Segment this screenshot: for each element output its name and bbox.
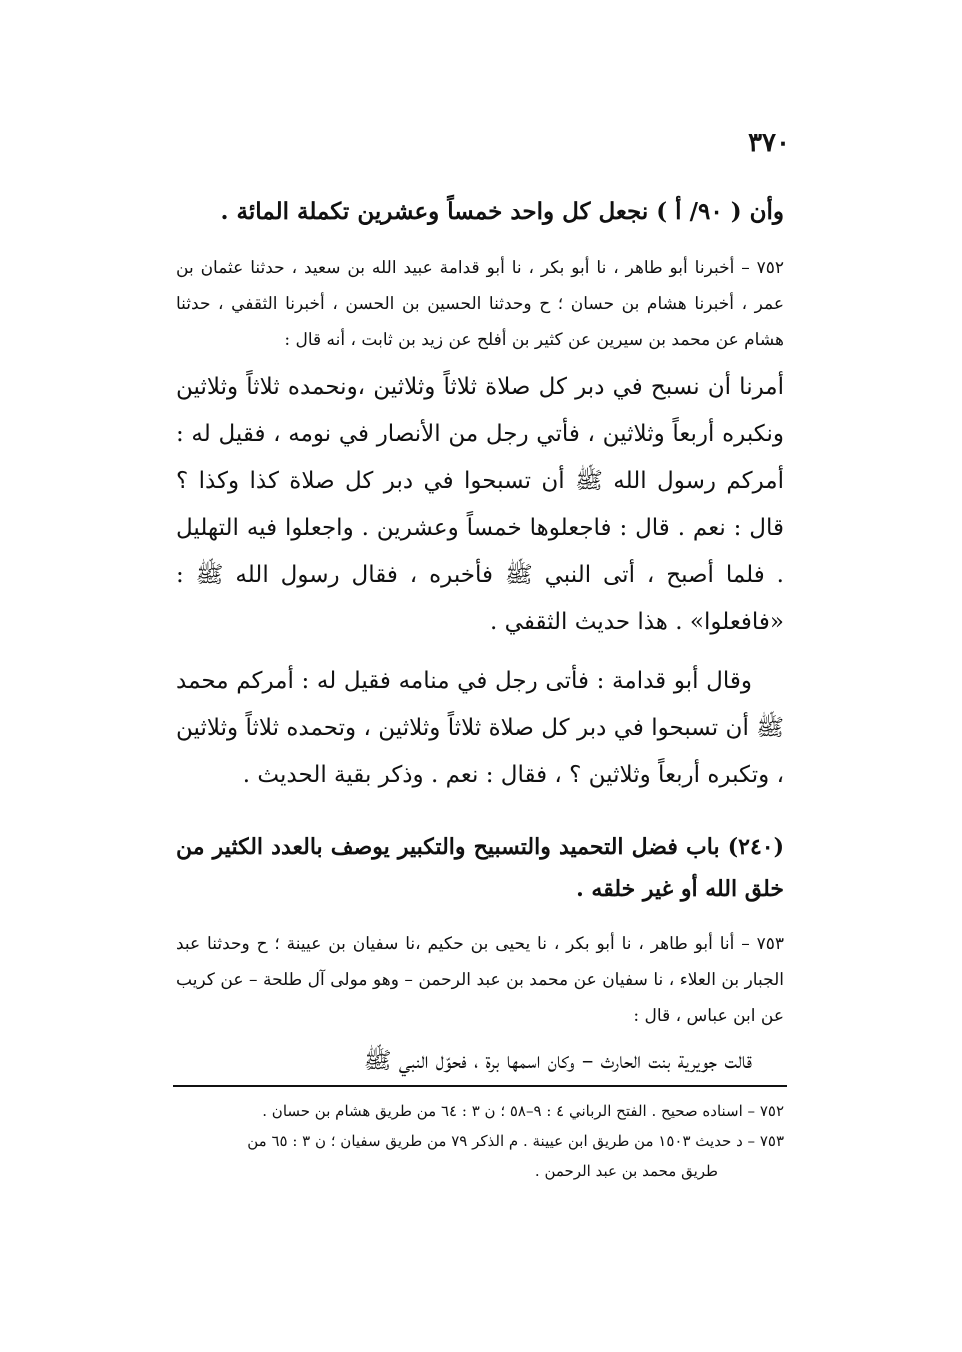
hadith-752-chain: ٧٥٢ – أخبرنا أبو طاهر ، نا أبو بكر ، نا أبو قدامة عبيد الله بن سعيد ، حدثنا عثمان بن عمر ، أخبرنا هشام بن حسان ؛ ح وحدثنا الحسين بن الحسن ، أخبرنا الثقفي ، حدثنا هشام عن محمد بن سيرين عن كثير بن أفلح عن زيد بن ثابت ، أنه قال : bbox=[176, 258, 784, 350]
chapter-240-heading: (٢٤٠) باب فضل التحميد والتسبيح والتكبير يوصف بالعدد الكثير من خلق الله أو غير خلقه . bbox=[176, 834, 784, 902]
footnotes bbox=[176, 1096, 784, 1186]
hadith-752-text: أمرنا أن نسبح في دبر كل صلاة ثلاثاً وثلاثين ،ونحمده ثلاثاً وثلاثين ونكبره أربعاً وثلاثين ، فأتي رجل من الأنصار في نومه ، فقيل له : أمركم رسول الله ﷺ أن تسبحوا في دبر كل صلاة كذا وكذا ؟ قال : نعم . قال : فاجعلوها خمساً وعشرين . واجعلوا فيه التهليل . فلما أصبح ، أتى النبي ﷺ فأخبره ، فقال رسول الله ﷺ : «فافعلوا» . هذا حديث الثقفي . bbox=[176, 374, 784, 635]
hadith-752-abu-qudama: وقال أبو قدامة : فأتى رجل في منامه فقيل له : أمركم محمد ﷺ أن تسبحوا في دبر كل صلاة ثلاثاً وثلاثين ، وتحمده ثلاثاً وثلاثين ، وتكبره أربعاً وثلاثين ؟ ، فقال : نعم . وذكر بقية الحديث . bbox=[176, 668, 784, 788]
footnote-753 bbox=[176, 1126, 784, 1186]
footnote-752-text: ٧٥٢ – اسناده صحيح . الفتح الرباني ٤ : ٩–٥٨ ؛ ن ٣ : ٦٤ من طريق هشام بن حسان . bbox=[262, 1102, 784, 1120]
footnote-divider bbox=[173, 1085, 787, 1087]
footnote-753-line1: ٧٥٣ – د حديث ١٥٠٣ من طريق ابن عيينة . م الذكر ٧٩ من طريق سفيان ؛ ن ٣ : ٦٥ من bbox=[247, 1132, 784, 1150]
chapter-heading-continuation: وأن ( ٩٠/ أ ) نجعل كل واحد خمساً وعشرين تكملة المائة . bbox=[220, 198, 784, 225]
footnote-752 bbox=[176, 1096, 784, 1126]
hadith-753-text: قالت جويرية بنت الحارث – وكان اسمها برة ، فحوّل النبي ﷺ bbox=[363, 1048, 752, 1074]
page-number: ٣٧٠ bbox=[748, 128, 790, 158]
footnote-753-line2: طريق محمد بن عبد الرحمن . bbox=[534, 1162, 718, 1180]
hadith-753-chain: ٧٥٣ – أنا أبو طاهر ، نا أبو بكر ، نا يحيى بن حكيم ،نا سفيان بن عيينة ؛ ح وحدثنا عبد الجبار بن العلاء ، نا سفيان عن محمد بن عبد الرحمن – وهو مولى آل طلحة – عن كريب عن ابن عباس ، قال : bbox=[176, 934, 784, 1026]
